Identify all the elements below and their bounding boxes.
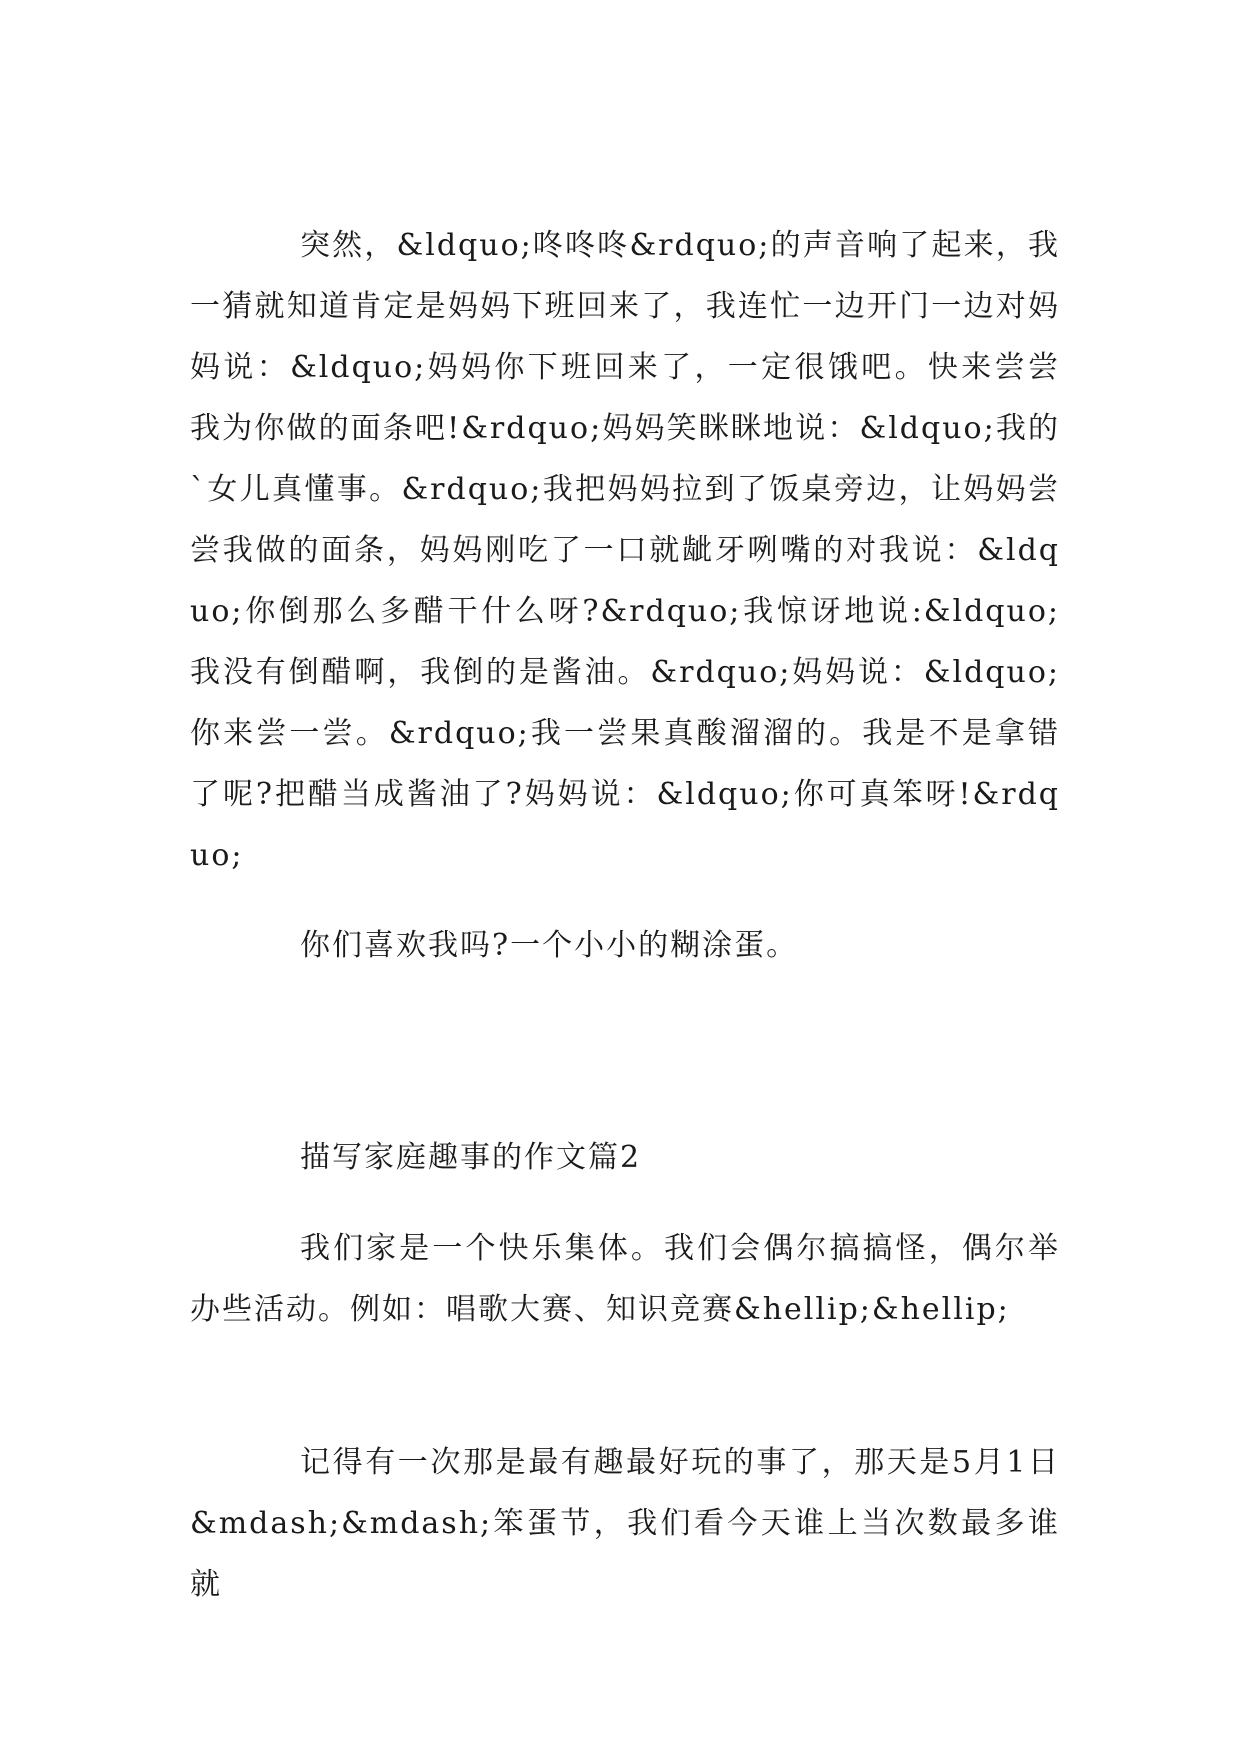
story-paragraph: 我们家是一个快乐集体。我们会偶尔搞搞怪，偶尔举办些活动。例如：唱歌大赛、知识竞赛&hellip;&hellip; <box>190 1231 1060 1327</box>
story-paragraph: 你们喜欢我吗?一个小小的糊涂蛋。 <box>300 928 799 963</box>
story-paragraph: 突然，&ldquo;咚咚咚&rdquo;的声音响了起来，我一猜就知道肯定是妈妈下班回来了，我连忙一边开门一边对妈妈说：&ldquo;妈妈你下班回来了，一定很饿吧。快来尝尝我为你做的面条吧!&rdquo;妈妈笑眯眯地说：&ldquo;我的`女儿真懂事。&rdquo;我把妈妈拉到了饭桌旁边，让妈妈尝尝我做的面条，妈妈刚吃了一口就龇牙咧嘴的对我说：&ldquo;你倒那么多醋干什么呀?&rdquo;我惊讶地说:&ldquo;我没有倒醋啊，我倒的是酱油。&rdquo;妈妈说：&ldquo;你来尝一尝。&rdquo;我一尝果真酸溜溜的。我是不是拿错了呢?把醋当成酱油了?妈妈说：&ldquo;你可真笨呀!&rdquo; <box>190 228 1060 873</box>
story-paragraph: 记得有一次那是最有趣最好玩的事了，那天是5月1日&mdash;&mdash;笨蛋节，我们看今天谁上当次数最多谁就 <box>190 1445 1060 1602</box>
essay-heading: 描写家庭趣事的作文篇2 <box>300 1140 642 1175</box>
